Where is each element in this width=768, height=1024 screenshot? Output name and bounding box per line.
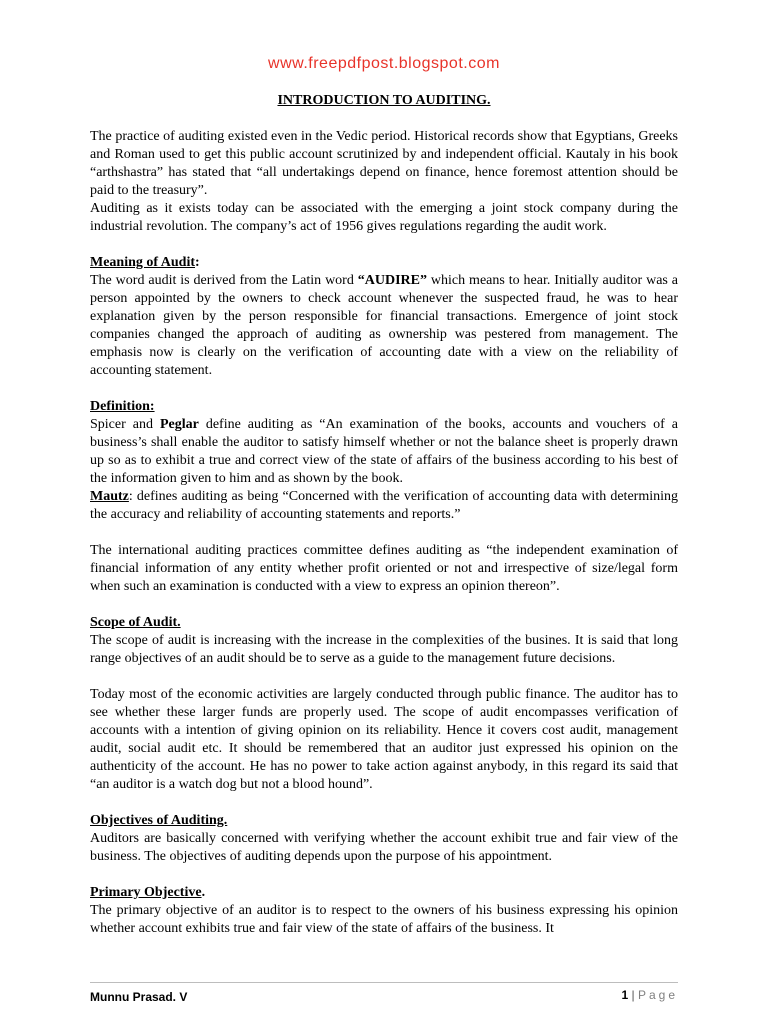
objectives-heading-line bbox=[90, 812, 678, 830]
definition-heading: Definition: bbox=[90, 399, 155, 414]
footer-author: Munnu Prasad. V bbox=[90, 990, 188, 1004]
iapc-definition: The international auditing practices committee defines auditing as “the independent examination of financial information of any entity whether profit oriented or not and irrespective of size/legal form when such an examination is conducted with a view to express an opinion thereon”. bbox=[90, 543, 678, 594]
mautz-text: : defines auditing as being “Concerned with the verification of accounting data with determining the accuracy and reliability of accounting statements and reports.” bbox=[90, 489, 678, 522]
spicer-text-after: define auditing as “An examination of the books, accounts and vouchers of a business’s shall enable the auditor to satisfy himself whether or not the balance sheet is properly drawn up so as to exhibit a true and correct view of the state of affairs of the business according to his best of the information given to him and as shown by the book. bbox=[90, 417, 678, 486]
meaning-text-after: which means to hear. Initially auditor was a person appointed by the owners to check account whenever the suspected fraud, he was to hear explanation given by the person responsible for financial transactions. Emergence of joint stock companies changed the approach of auditing as ownership was pestered from management. The emphasis now is clearly on the verification of accounting date with a view on the reliability of accounting statement. bbox=[90, 273, 679, 378]
objectives-heading: Objectives of Auditing. bbox=[90, 813, 228, 828]
primary-heading-line bbox=[90, 884, 678, 902]
primary-heading: Primary Objective bbox=[90, 885, 202, 900]
intro-paragraph-1: The practice of auditing existed even in the Vedic period. Historical records show that Egyptians, Greeks and Roman used to get this public account scrutinized by and independent official. Kautaly in his book “arthshastra” has stated that “all undertakings depend on finance, hence foremost attention should be paid to the treasury”. bbox=[90, 129, 678, 198]
document-body bbox=[90, 128, 678, 938]
spicer-definition bbox=[90, 416, 678, 488]
footer-divider bbox=[90, 982, 678, 983]
mautz-name: Mautz bbox=[90, 489, 129, 504]
page-separator: | bbox=[631, 988, 635, 1002]
objectives-paragraph: Auditors are basically concerned with verifying whether the account exhibit true and fair view of the business. The objectives of auditing depends upon the purpose of his appointment. bbox=[90, 831, 678, 864]
mautz-definition bbox=[90, 488, 678, 524]
primary-paragraph: The primary objective of an auditor is to respect to the owners of his business expressing his opinion whether account exhibits true and fair view of the state of affairs of the business. It bbox=[90, 903, 678, 936]
meaning-paragraph bbox=[90, 272, 678, 380]
scope-heading-line bbox=[90, 614, 678, 632]
page-label: Page bbox=[637, 988, 678, 1002]
definition-heading-line bbox=[90, 398, 678, 416]
meaning-heading: Meaning of Audit bbox=[90, 255, 196, 270]
document-title: INTRODUCTION TO AUDITING. bbox=[277, 93, 491, 108]
spicer-text-before: Spicer and bbox=[90, 417, 160, 432]
scope-paragraph-2: Today most of the economic activities are largely conducted through public finance. The auditor has to see whether these larger funds are properly used. The scope of audit encompasses verification of accounts with a intention of giving opinion on its reliability. Hence it covers cost audit, management audit, social audit etc. It should be remembered that an auditor just expressed his opinion on the authenticity of the account. He has no power to take action against anybody, in this regard its said that “an auditor is a watch dog but not a blood hound”. bbox=[90, 687, 678, 792]
primary-heading-period: . bbox=[201, 885, 206, 900]
meaning-heading-line bbox=[90, 254, 678, 272]
peglar-name: Peglar bbox=[159, 417, 199, 432]
meaning-heading-colon: : bbox=[195, 255, 200, 270]
page-number: 1 bbox=[621, 988, 629, 1002]
audire-keyword: “AUDIRE” bbox=[357, 273, 427, 288]
site-url-watermark: www.freepdfpost.blogspot.com bbox=[268, 55, 500, 72]
meaning-text-before: The word audit is derived from the Latin word bbox=[90, 273, 358, 288]
intro-paragraph-2: Auditing as it exists today can be associated with the emerging a joint stock company during the industrial revolution. The company’s act of 1956 gives regulations regarding the audit work. bbox=[90, 201, 678, 234]
scope-paragraph-1: The scope of audit is increasing with the increase in the complexities of the busines. It is said that long range objectives of an audit should be to serve as a guide to the management future decisions. bbox=[90, 633, 678, 666]
scope-heading: Scope of Audit. bbox=[90, 615, 181, 630]
footer-page-indicator bbox=[621, 988, 678, 1002]
